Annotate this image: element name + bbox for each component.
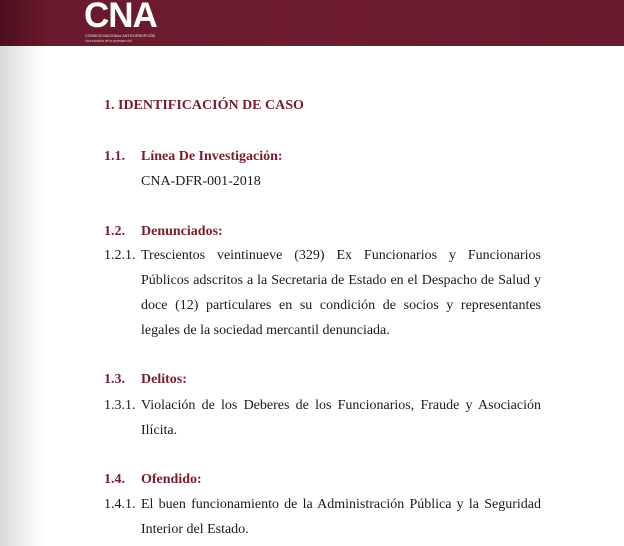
section-title: 1. IDENTIFICACIÓN DE CASO xyxy=(104,98,304,113)
heading-crimes: Delitos: xyxy=(141,372,187,387)
subheading-number: 1.3.1. xyxy=(104,398,136,413)
case-number: CNA-DFR-001-2018 xyxy=(141,174,261,189)
heading-investigation-line: Línea De Investigación: xyxy=(141,149,283,164)
heading-number: 1.4. xyxy=(104,472,125,487)
logo-subtitle: CONSEJO NACIONAL ANTICORRUPCIÓN xyxy=(85,34,156,38)
heading-number: 1.2. xyxy=(104,224,125,239)
logo-text: CNA xyxy=(84,0,157,35)
heading-accused: Denunciados: xyxy=(141,224,223,239)
offended-description: El buen funcionamiento de la Administración Pública y la Seguridad Interior del Estado. xyxy=(141,497,541,537)
crimes-description: Violación de los Deberes de los Funcionarios, Fraude y Asociación Ilícita. xyxy=(141,398,541,438)
subheading-number: 1.2.1. xyxy=(104,248,136,263)
subheading-number: 1.4.1. xyxy=(104,497,136,512)
heading-offended: Ofendido: xyxy=(141,472,202,487)
logo-tagline: Una iniciativa de la sociedad civil xyxy=(85,39,132,43)
heading-number: 1.1. xyxy=(104,149,125,164)
heading-number: 1.3. xyxy=(104,372,125,387)
accused-description: Trescientos veintinueve (329) Ex Funcionarios y Funcionarios Públicos adscritos a la Secretaria de Estado en el Despacho de Salud y doce (12) particulares en su condición de socios y representantes legales de la sociedad mercantil denunciada. xyxy=(141,248,541,338)
